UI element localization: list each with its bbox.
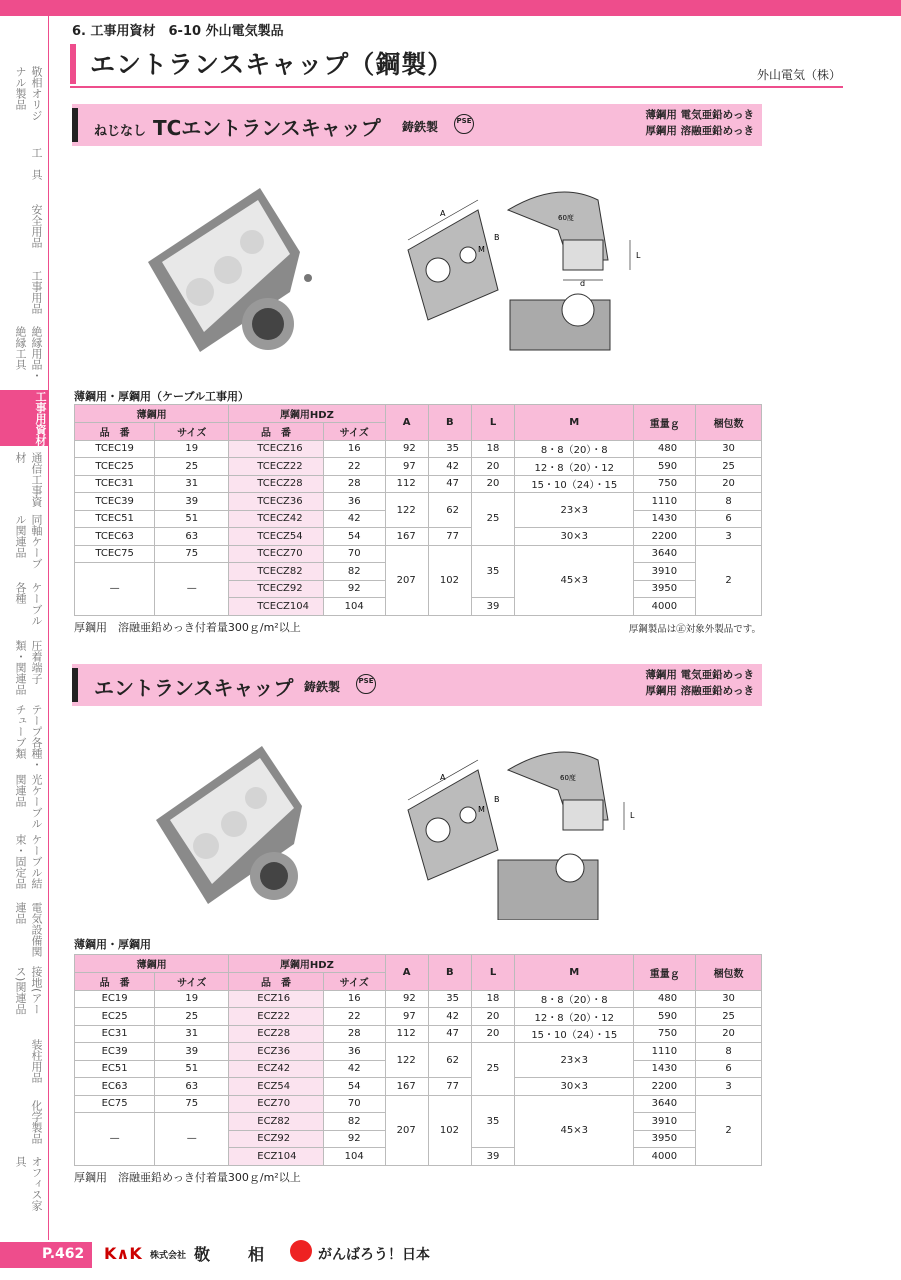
table-cell: 31 [155,475,229,493]
table-cell: 45×3 [515,1095,634,1165]
table-cell: 12・8（20）・12 [515,1008,634,1026]
table-cell: 23×3 [515,493,634,528]
table-cell: 25 [471,1043,514,1096]
table-row [75,1095,762,1113]
table-cell: TCECZ16 [229,440,324,458]
sidebar-rule [48,16,49,1240]
table-cell: 42 [428,1008,471,1026]
table-cell: 75 [155,545,229,563]
table-cell: TCECZ28 [229,475,324,493]
table-cell: 4000 [634,1148,696,1166]
table-cell: 480 [634,990,696,1008]
table-cell: 20 [471,1008,514,1026]
table-row [75,458,762,476]
table-cell: 3 [696,528,762,546]
page-number: P.462 [0,1242,92,1268]
dim-label-b: B [494,233,500,242]
table-cell: — [155,563,229,616]
table-cell: 30 [696,990,762,1008]
table-cell: EC63 [75,1078,155,1096]
col-header-size: サイズ [323,973,385,991]
table-cell: 51 [155,510,229,528]
table-cell: 51 [155,1060,229,1078]
table-cell: 16 [323,440,385,458]
top-accent-bar [0,0,901,16]
table-cell: 2 [696,545,762,615]
table-cell: ECZ92 [229,1130,324,1148]
col-header-part: 品 番 [229,423,324,441]
col-header-a: A [385,405,428,441]
company-name-s: 相 [248,1245,265,1264]
table-cell: 25 [155,458,229,476]
col-header-thin: 薄鋼用 [75,405,229,423]
table-cell: 92 [323,1130,385,1148]
table-cell: 18 [471,440,514,458]
product-photo-1 [140,182,330,362]
company-prefix: 株式会社 [150,1251,187,1261]
col-header-size: サイズ [155,973,229,991]
col-header-l: L [471,405,514,441]
table-cell: 3910 [634,1113,696,1131]
section2-subhead: 薄鋼用・厚鋼用 [74,938,151,951]
kei-logo-icon: K∧K [104,1244,142,1263]
table-cell: 30×3 [515,1078,634,1096]
section1-name: TCエントランスキャップ [152,116,381,140]
table-cell: 20 [471,475,514,493]
table-cell: 62 [428,1043,471,1078]
table-cell: 54 [323,528,385,546]
sidebar-item[interactable]: 電気設備関連品 [14,902,43,957]
table-cell: 62 [428,493,471,528]
table-cell: 28 [323,1025,385,1043]
table-cell: 112 [385,1025,428,1043]
col-header-l: L [471,955,514,991]
table-cell: 97 [385,458,428,476]
table-cell: EC19 [75,990,155,1008]
table-cell: 82 [323,1113,385,1131]
table-cell: ECZ16 [229,990,324,1008]
title-rule [70,86,843,88]
col-header-m: M [515,405,634,441]
table-cell: 30 [696,440,762,458]
table-cell: 77 [428,1078,471,1096]
dimension-diagram-2 [398,740,658,920]
table-cell: 82 [323,563,385,581]
table-cell: 3910 [634,563,696,581]
dim-label-m: M [478,245,485,254]
table-cell: 70 [323,545,385,563]
col-header-m: M [515,955,634,991]
table-cell: 23×3 [515,1043,634,1078]
sidebar-item[interactable]: 工事用資材 [0,390,48,446]
table-cell: 92 [385,440,428,458]
dim-label-a: A [440,773,446,782]
col-header-part: 品 番 [75,973,155,991]
table-row [75,990,762,1008]
table-cell: 1110 [634,1043,696,1061]
table-cell: TCECZ70 [229,545,324,563]
sidebar-item[interactable]: 絶縁用品・絶縁工具 [14,326,43,381]
table-cell: 42 [323,510,385,528]
sidebar-item[interactable]: ケーブル各種 [14,582,43,626]
col-header-a: A [385,955,428,991]
dim-label-m: M [478,805,485,814]
table-cell: 35 [428,440,471,458]
table-cell: 2 [696,1095,762,1165]
table-cell: 20 [696,475,762,493]
table-cell: ECZ22 [229,1008,324,1026]
table-cell: 480 [634,440,696,458]
table-cell: 750 [634,1025,696,1043]
table-cell: 167 [385,528,428,546]
table-cell: 12・8（20）・12 [515,458,634,476]
table-cell: 22 [323,1008,385,1026]
sidebar-item[interactable]: オフィス家具 [14,1156,43,1211]
section1-plating2: 厚鋼用 溶融亜鉛めっき [645,125,754,137]
table-row [75,1025,762,1043]
table-cell: 207 [385,1095,428,1165]
table-cell: 45×3 [515,545,634,615]
section1-plating1: 薄鋼用 電気亜鉛めっき [645,109,754,121]
table-cell: TCECZ104 [229,598,324,616]
table-cell: 39 [155,1043,229,1061]
section-mark [72,668,78,702]
table-cell: 122 [385,1043,428,1078]
section2-name: エントランスキャップ [94,676,294,700]
section1-prefix: ねじなし [94,124,147,139]
sun-icon [290,1240,312,1262]
table-cell: 28 [323,475,385,493]
sidebar-item[interactable]: 安全用品 [30,204,43,248]
col-header-size: サイズ [155,423,229,441]
col-header-weight: 重量ｇ [634,955,696,991]
table-cell: 77 [428,528,471,546]
sidebar-item[interactable]: 通信工事資材 [14,452,43,507]
section2-material: 鋳鉄製 [304,680,341,694]
sidebar-item[interactable]: ケーブル結束・固定品 [14,834,43,889]
table-cell: ECZ70 [229,1095,324,1113]
sidebar-item[interactable]: 光ケーブル関連品 [14,774,43,829]
section2-note: 厚鋼用 溶融亜鉛めっき付着量300ｇ/m²以上 [74,1171,301,1184]
table-cell: TCECZ82 [229,563,324,581]
table-cell: 19 [155,440,229,458]
spec-table-1 [74,404,762,616]
dim-label-angle: 60度 [558,214,574,222]
sidebar-item[interactable]: 接地(アース)関連品 [14,966,43,1015]
table-row [75,475,762,493]
sidebar-item[interactable]: 化学製品 [30,1100,43,1144]
section1-note: 厚鋼用 溶融亜鉛めっき付着量300ｇ/m²以上 [74,621,301,634]
table-row [75,1078,762,1096]
table-cell: 25 [155,1008,229,1026]
dimension-diagram-1 [398,180,658,360]
table-cell: — [75,563,155,616]
table-cell: 42 [428,458,471,476]
col-header-size: サイズ [323,423,385,441]
table-cell: 42 [323,1060,385,1078]
col-header-part: 品 番 [229,973,324,991]
table-cell: 30×3 [515,528,634,546]
product-photo-2 [150,740,330,910]
table-cell: 63 [155,1078,229,1096]
table-cell: TCEC19 [75,440,155,458]
table-cell: 20 [696,1025,762,1043]
table-cell: 39 [155,493,229,511]
table-cell: 3950 [634,580,696,598]
table-cell: 97 [385,1008,428,1026]
table-cell: TCECZ22 [229,458,324,476]
table-cell: 25 [696,458,762,476]
table-cell: ECZ54 [229,1078,324,1096]
sidebar-item[interactable]: テープ各種・チューブ類 [14,704,43,770]
table-cell: 104 [323,598,385,616]
table-cell: 102 [428,545,471,615]
table-cell: 16 [323,990,385,1008]
table-cell: TCEC75 [75,545,155,563]
table-cell: 15・10（24）・15 [515,475,634,493]
table-row [75,1008,762,1026]
sidebar-item[interactable]: 敬相オリジナル製品 [14,66,43,121]
table-cell: 3950 [634,1130,696,1148]
dim-label-d: d [580,279,586,288]
table-cell: 6 [696,510,762,528]
company-name-k: 敬 [194,1245,211,1264]
dim-label-angle: 60度 [560,774,576,782]
pse-icon: PSE [356,674,376,694]
table-cell: 36 [323,1043,385,1061]
table-cell: — [75,1113,155,1166]
table-cell: 54 [323,1078,385,1096]
table-row [75,528,762,546]
table-cell: ECZ82 [229,1113,324,1131]
table-cell: 20 [471,1025,514,1043]
table-cell: 39 [471,1148,514,1166]
table-cell: EC25 [75,1008,155,1026]
table-cell: 39 [471,598,514,616]
col-header-hdz: 厚鋼用HDZ [229,955,385,973]
table-row [75,1043,762,1061]
table-cell: 1430 [634,510,696,528]
table-cell: 122 [385,493,428,528]
table-cell: TCEC39 [75,493,155,511]
table-cell: 750 [634,475,696,493]
table-cell: 6 [696,1060,762,1078]
table-cell: 3640 [634,545,696,563]
table-cell: 8 [696,493,762,511]
table-cell: 2200 [634,1078,696,1096]
table-cell: 36 [323,493,385,511]
title-accent [70,44,76,84]
table-cell: 92 [385,990,428,1008]
table-cell: 8 [696,1043,762,1061]
table-cell: 63 [155,528,229,546]
col-header-hdz: 厚鋼用HDZ [229,405,385,423]
col-header-thin: 薄鋼用 [75,955,229,973]
table-cell: 8・8（20）・8 [515,990,634,1008]
table-cell: 4000 [634,598,696,616]
table-cell: TCEC25 [75,458,155,476]
sidebar-item[interactable]: 圧着端子類・関連品 [14,640,43,695]
sidebar-item[interactable]: 工 具 [30,146,43,180]
section1-material: 鋳鉄製 [402,120,439,134]
breadcrumb: 6. 工事用資材 6-10 外山電気製品 [72,24,284,39]
table-cell: TCEC31 [75,475,155,493]
table-cell: TCECZ54 [229,528,324,546]
table-row [75,440,762,458]
table-cell: 75 [155,1095,229,1113]
table-cell: TCECZ42 [229,510,324,528]
dim-label-b: B [494,795,500,804]
table-cell: 1430 [634,1060,696,1078]
slogan: がんばろう！日本 [318,1247,430,1263]
table-cell: 22 [323,458,385,476]
table-cell: 20 [471,458,514,476]
table-cell: TCECZ92 [229,580,324,598]
table-cell: 2200 [634,528,696,546]
table-cell: ECZ28 [229,1025,324,1043]
table-cell: 18 [471,990,514,1008]
table-cell: 35 [428,990,471,1008]
table-cell: 92 [323,580,385,598]
table-cell: 47 [428,475,471,493]
section2-header [72,664,762,706]
table-cell: ECZ36 [229,1043,324,1061]
col-header-b: B [428,405,471,441]
pse-icon: PSE [454,114,474,134]
sidebar-item[interactable]: 同軸ケーブル関連品 [14,514,43,569]
section-mark [72,108,78,142]
table-cell: ECZ104 [229,1148,324,1166]
table-cell: 1110 [634,493,696,511]
table-row [75,493,762,511]
maker-name: 外山電気（株） [756,68,841,82]
table-cell: 35 [471,1095,514,1148]
col-header-pack: 梱包数 [696,955,762,991]
table-cell: 3 [696,1078,762,1096]
table-cell: 104 [323,1148,385,1166]
col-header-b: B [428,955,471,991]
section1-note-right: 厚鋼製品は㊣対象外製品です。 [628,624,761,635]
table-cell: 15・10（24）・15 [515,1025,634,1043]
page-title: エントランスキャップ（鋼製） [90,50,454,79]
col-header-part: 品 番 [75,423,155,441]
table-cell: 31 [155,1025,229,1043]
table-cell: 102 [428,1095,471,1165]
spec-table-2 [74,954,762,1166]
table-cell: 590 [634,1008,696,1026]
table-cell: EC39 [75,1043,155,1061]
table-cell: 3640 [634,1095,696,1113]
sidebar-item[interactable]: 装柱用品 [30,1039,43,1083]
col-header-pack: 梱包数 [696,405,762,441]
table-cell: 35 [471,545,514,598]
table-cell: EC75 [75,1095,155,1113]
table-cell: EC51 [75,1060,155,1078]
table-cell: 590 [634,458,696,476]
table-cell: 70 [323,1095,385,1113]
section2-plating1: 薄鋼用 電気亜鉛めっき [645,669,754,681]
sidebar-item[interactable]: 工事用品 [30,270,43,314]
table-cell: TCEC51 [75,510,155,528]
table-cell: EC31 [75,1025,155,1043]
table-cell: 25 [471,493,514,546]
dim-label-l: L [636,251,641,260]
col-header-weight: 重量ｇ [634,405,696,441]
table-cell: 207 [385,545,428,615]
table-cell: — [155,1113,229,1166]
table-cell: 112 [385,475,428,493]
table-cell: ECZ42 [229,1060,324,1078]
section1-header [72,104,762,146]
table-cell: TCECZ36 [229,493,324,511]
table-cell: 47 [428,1025,471,1043]
table-cell: TCEC63 [75,528,155,546]
table-cell: 8・8（20）・8 [515,440,634,458]
table-cell: 25 [696,1008,762,1026]
table-cell: 19 [155,990,229,1008]
dim-label-a: A [440,209,446,218]
dim-label-l: L [630,811,635,820]
section1-subhead: 薄鋼用・厚鋼用（ケーブル工事用） [74,390,250,403]
section2-plating2: 厚鋼用 溶融亜鉛めっき [645,685,754,697]
table-cell: 167 [385,1078,428,1096]
table-row [75,545,762,563]
